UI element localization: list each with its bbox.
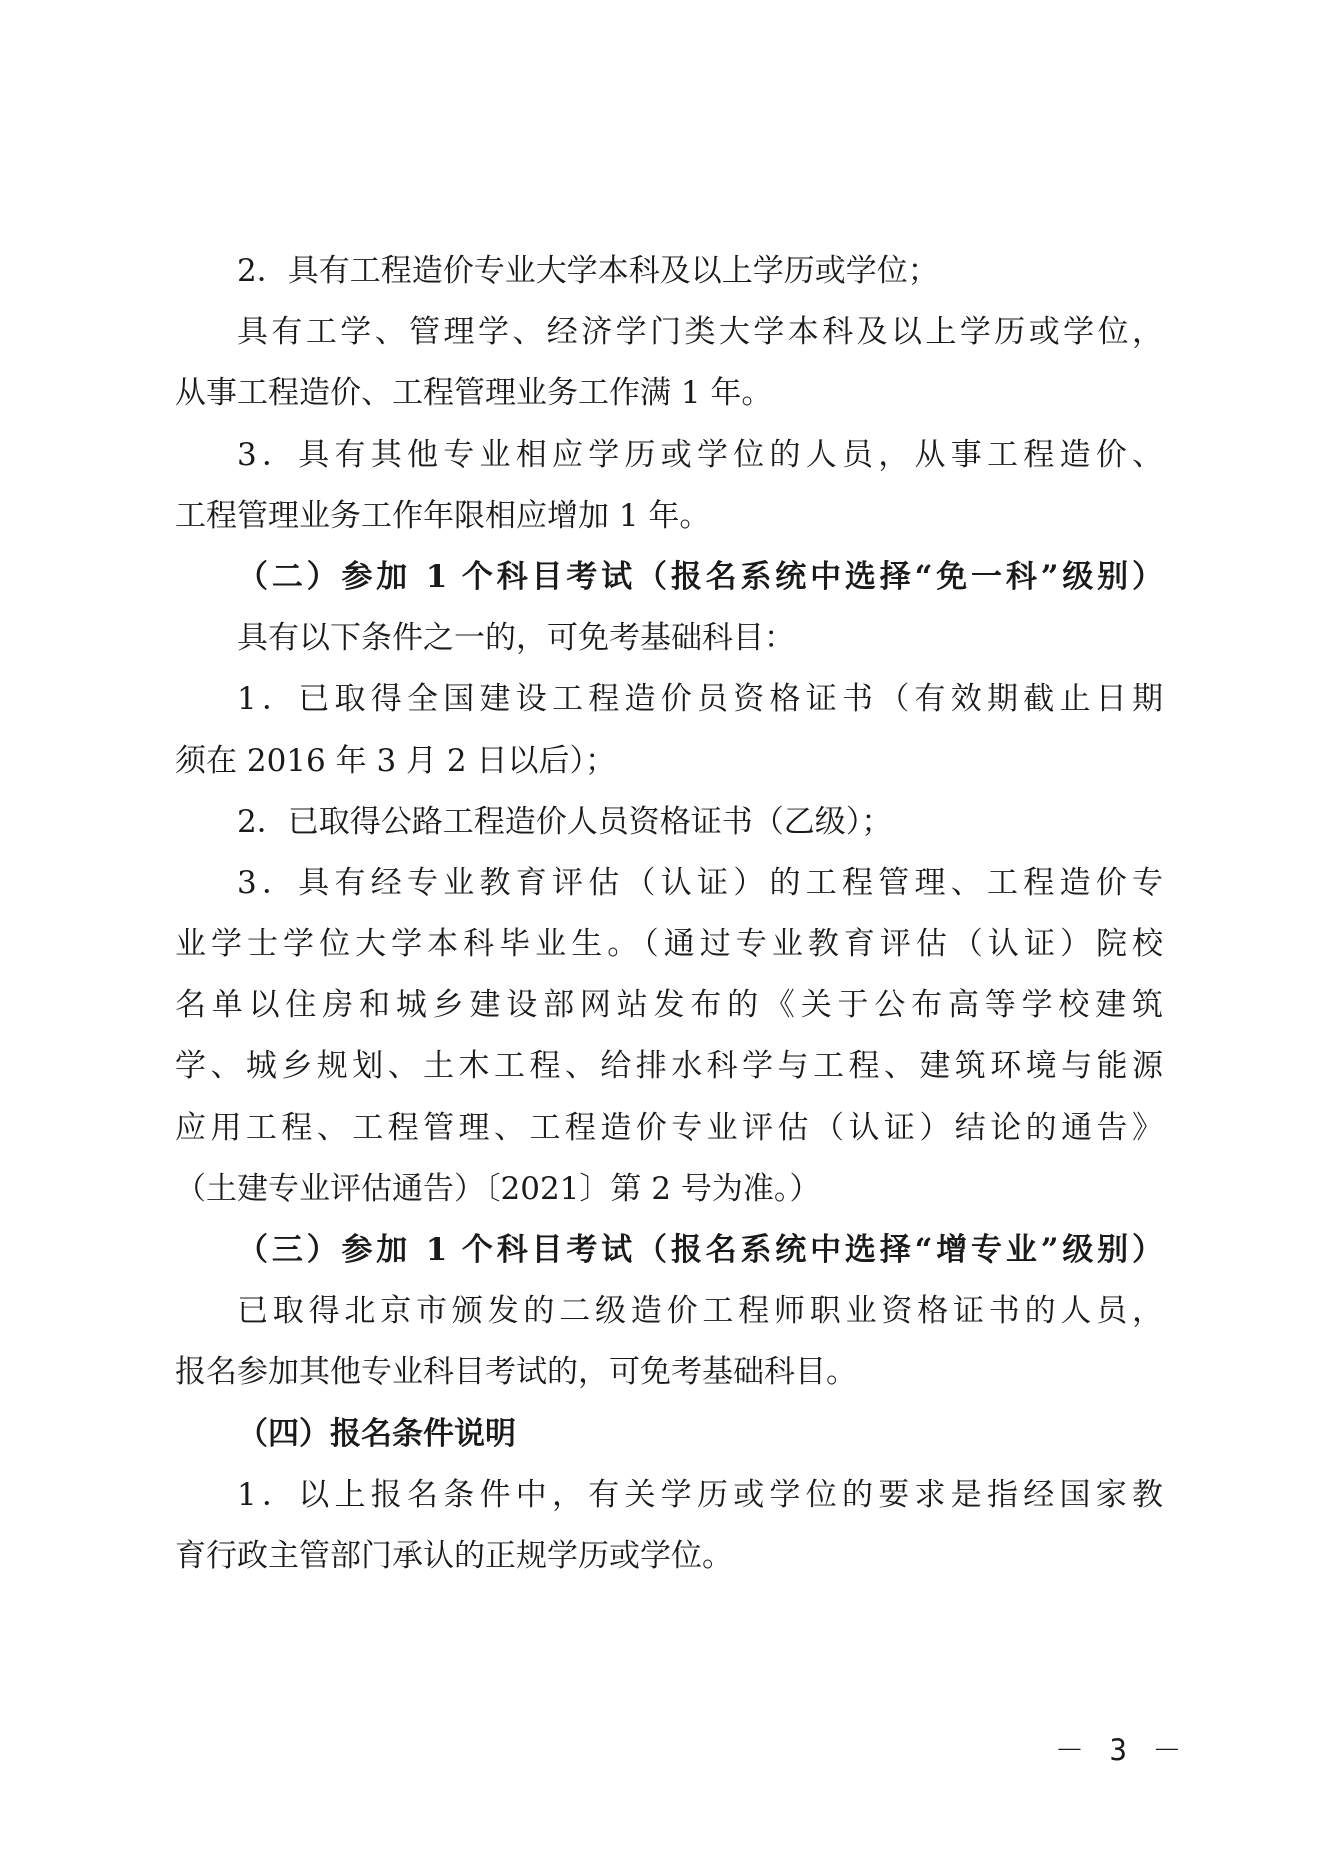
section-heading: （二）参加 1 个科目考试（报名系统中选择“免一科”级别）	[237, 558, 1163, 595]
document-body	[175, 241, 1163, 1587]
text-line: （土建专业评估通告）〔2021〕第 2 号为准。）	[175, 1170, 821, 1207]
text-line: 具有工学、管理学、经济学门类大学本科及以上学历或学位，	[237, 314, 1163, 351]
page-number: － 3 －	[1055, 1733, 1186, 1767]
section-heading: （三）参加 1 个科目考试（报名系统中选择“增专业”级别）	[237, 1232, 1163, 1268]
text-line: 名单以住房和城乡建设部网站发布的《关于公布高等学校建筑	[175, 987, 1163, 1024]
text-line: 1．已取得全国建设工程造价员资格证书（有效期截止日期	[237, 681, 1163, 718]
text-line: 2．已取得公路工程造价人员资格证书（乙级）；	[237, 803, 893, 840]
text-line: 须在 2016 年 3 月 2 日以后）；	[175, 742, 616, 779]
text-line: 2．具有工程造价专业大学本科及以上学历或学位；	[237, 253, 939, 289]
text-line: 学、城乡规划、土木工程、给排水科学与工程、建筑环境与能源	[175, 1048, 1163, 1085]
text-line: 报名参加其他专业科目考试的，可免考基础科目。	[175, 1354, 857, 1391]
text-line: 工程管理业务工作年限相应增加 1 年。	[175, 497, 711, 534]
text-line: 已取得北京市颁发的二级造价工程师职业资格证书的人员，	[237, 1293, 1163, 1330]
text-line: 育行政主管部门承认的正规学历或学位。	[175, 1537, 733, 1574]
section-heading: （四）报名条件说明	[237, 1415, 516, 1452]
text-line: 从事工程造价、工程管理业务工作满 1 年。	[175, 375, 773, 412]
text-line: 业学士学位大学本科毕业生。（通过专业教育评估（认证）院校	[175, 926, 1163, 963]
text-line: 3．具有其他专业相应学历或学位的人员，从事工程造价、	[237, 436, 1163, 473]
text-line: 1．以上报名条件中，有关学历或学位的要求是指经国家教	[237, 1476, 1163, 1513]
text-line: 具有以下条件之一的，可免考基础科目：	[237, 620, 795, 657]
text-line: 应用工程、工程管理、工程造价专业评估（认证）结论的通告》	[175, 1109, 1163, 1146]
text-line: 3．具有经专业教育评估（认证）的工程管理、工程造价专	[237, 864, 1163, 901]
